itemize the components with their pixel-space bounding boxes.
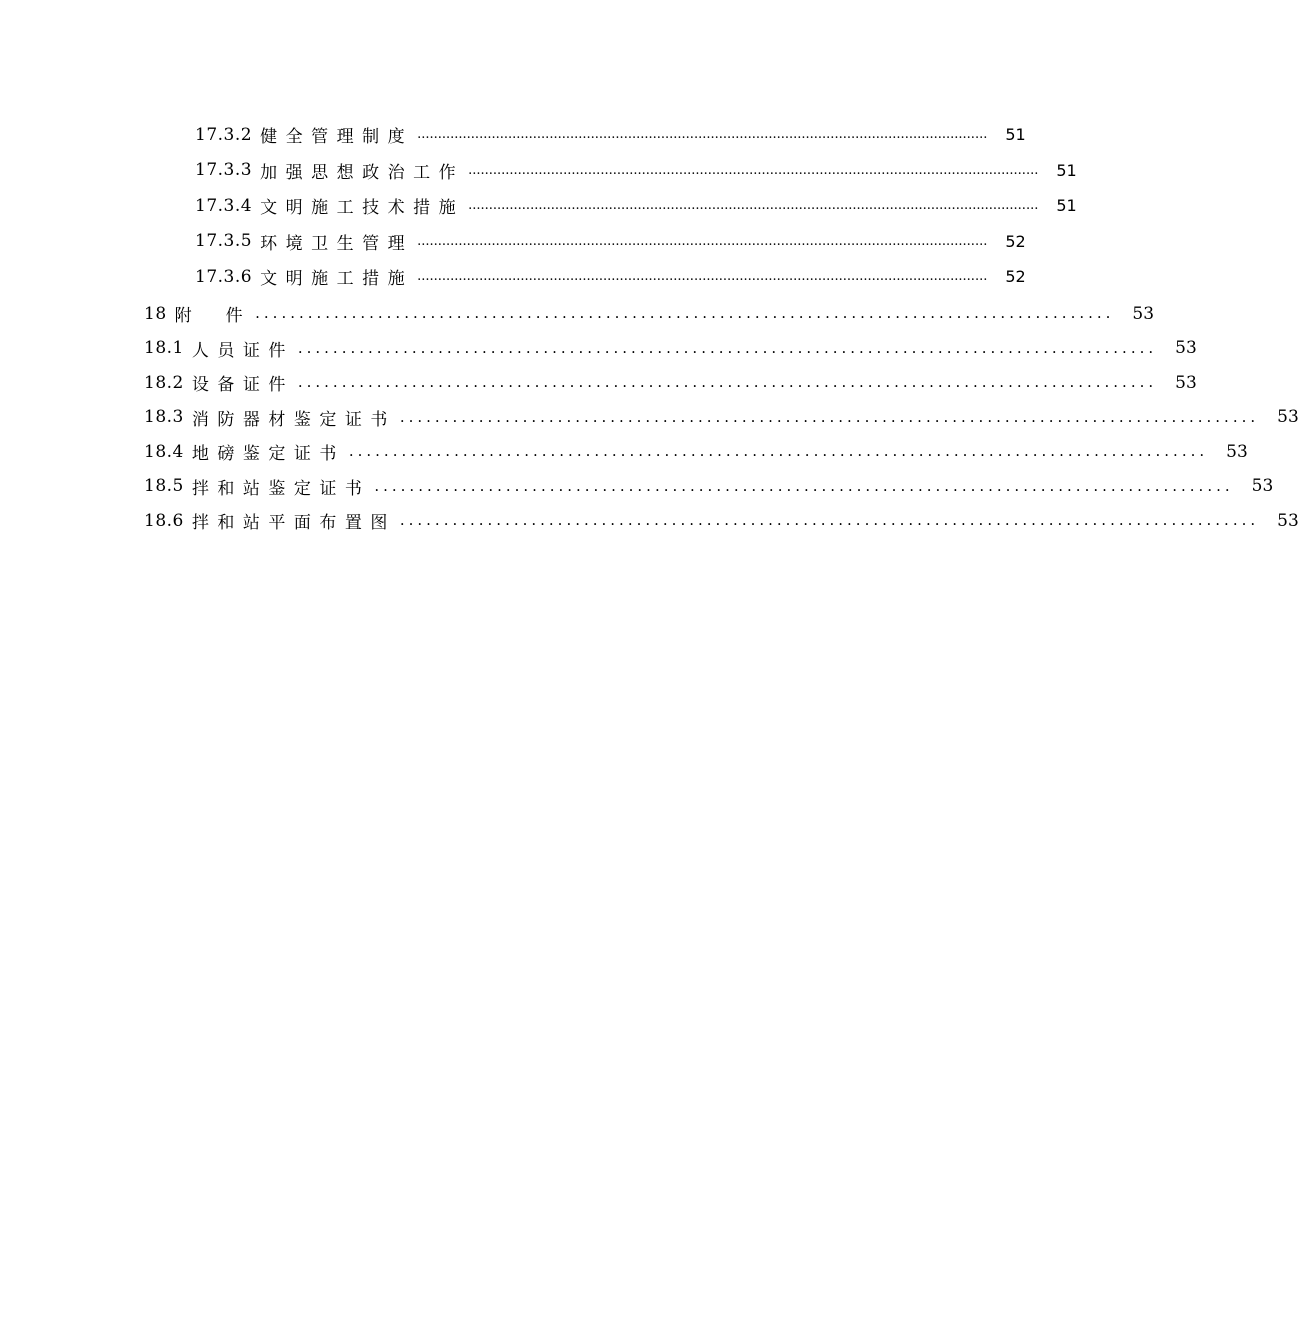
toc-entry-number: 18.5 <box>144 476 184 496</box>
toc-entry-number: 18 <box>144 303 167 324</box>
toc-entry-18-1[interactable] <box>0 331 1197 366</box>
dot-leader: .......................................................................................................................................... <box>468 162 1039 178</box>
toc-entry-page: 51 <box>1005 125 1026 145</box>
toc-entry-number: 18.1 <box>144 338 184 358</box>
toc-entry-number: 17.3.5 <box>195 231 253 252</box>
toc-entry-18-4[interactable] <box>0 434 1248 469</box>
toc-entry-title: 附 件 <box>174 306 252 326</box>
toc-entry-page: 51 <box>1056 160 1077 180</box>
toc-entry-page: 53 <box>1251 476 1274 496</box>
dot-leader: .................................................................................................. <box>297 373 1158 391</box>
toc-entry-number: 18.3 <box>144 407 184 427</box>
toc-entry-number: 17.3.2 <box>195 124 253 145</box>
toc-entry-18[interactable] <box>0 296 1155 331</box>
toc-entry-18-5[interactable] <box>0 469 1274 504</box>
dot-leader: .................................................................................................. <box>399 511 1260 529</box>
dot-leader: .................................................................................................. <box>348 442 1209 460</box>
dot-leader: .................................................................................................. <box>374 476 1234 495</box>
toc-entry-17-3-4[interactable] <box>0 188 1077 224</box>
toc-entry-title: 人员证件 <box>191 340 294 361</box>
dot-leader: .................................................................................................. <box>399 407 1260 426</box>
toc-entry-title: 文明施工措施 <box>260 269 414 290</box>
toc-entry-title: 消防器材鉴定证书 <box>191 409 396 430</box>
toc-entry-title: 环境卫生管理 <box>260 233 414 254</box>
toc-entry-number: 17.3.6 <box>195 266 253 287</box>
toc-entry-18-6[interactable] <box>0 503 1299 538</box>
toc-entry-number: 18.4 <box>144 441 184 462</box>
toc-entry-title: 加强思想政治工作 <box>260 162 465 183</box>
toc-entry-page: 53 <box>1226 441 1248 462</box>
dot-leader: .................................................................................................. <box>255 304 1115 322</box>
dot-leader: .......................................................................................................................................... <box>417 233 988 249</box>
toc-entry-page: 53 <box>1132 303 1155 324</box>
dot-leader: .......................................................................................................................................... <box>417 127 988 143</box>
toc-entry-page: 52 <box>1005 231 1026 251</box>
toc-entry-number: 17.3.4 <box>195 195 253 216</box>
toc-entry-page: 53 <box>1175 338 1197 358</box>
dot-leader: .......................................................................................................................................... <box>468 198 1039 214</box>
toc-entry-page: 52 <box>1005 267 1026 287</box>
dot-leader: .................................................................................................. <box>297 338 1158 357</box>
toc-entry-page: 51 <box>1056 196 1077 216</box>
dot-leader: .......................................................................................................................................... <box>417 269 988 285</box>
toc-entry-title: 健全管理制度 <box>260 127 414 148</box>
toc-entry-title: 地磅鉴定证书 <box>191 444 345 464</box>
toc-entry-page: 53 <box>1175 372 1197 393</box>
toc-entry-17-3-5[interactable] <box>0 224 1026 260</box>
toc-entry-17-3-6[interactable] <box>0 259 1026 295</box>
toc-entry-title: 文明施工技术措施 <box>260 198 465 219</box>
toc-entry-18-2[interactable] <box>0 365 1197 400</box>
toc-entry-17-3-3[interactable] <box>0 153 1077 189</box>
toc-entry-number: 18.2 <box>144 372 184 393</box>
toc-entry-title: 拌和站鉴定证书 <box>191 478 371 499</box>
toc-entry-page: 53 <box>1277 510 1299 531</box>
toc-entry-title: 拌和站平面布置图 <box>191 513 396 533</box>
toc-entry-number: 18.6 <box>144 510 184 531</box>
toc-entry-17-3-2[interactable] <box>0 117 1026 153</box>
toc-entry-18-3[interactable] <box>0 400 1299 435</box>
toc-entry-number: 17.3.3 <box>195 160 253 181</box>
toc-entry-title: 设备证件 <box>191 375 294 395</box>
toc-entry-page: 53 <box>1277 407 1299 427</box>
